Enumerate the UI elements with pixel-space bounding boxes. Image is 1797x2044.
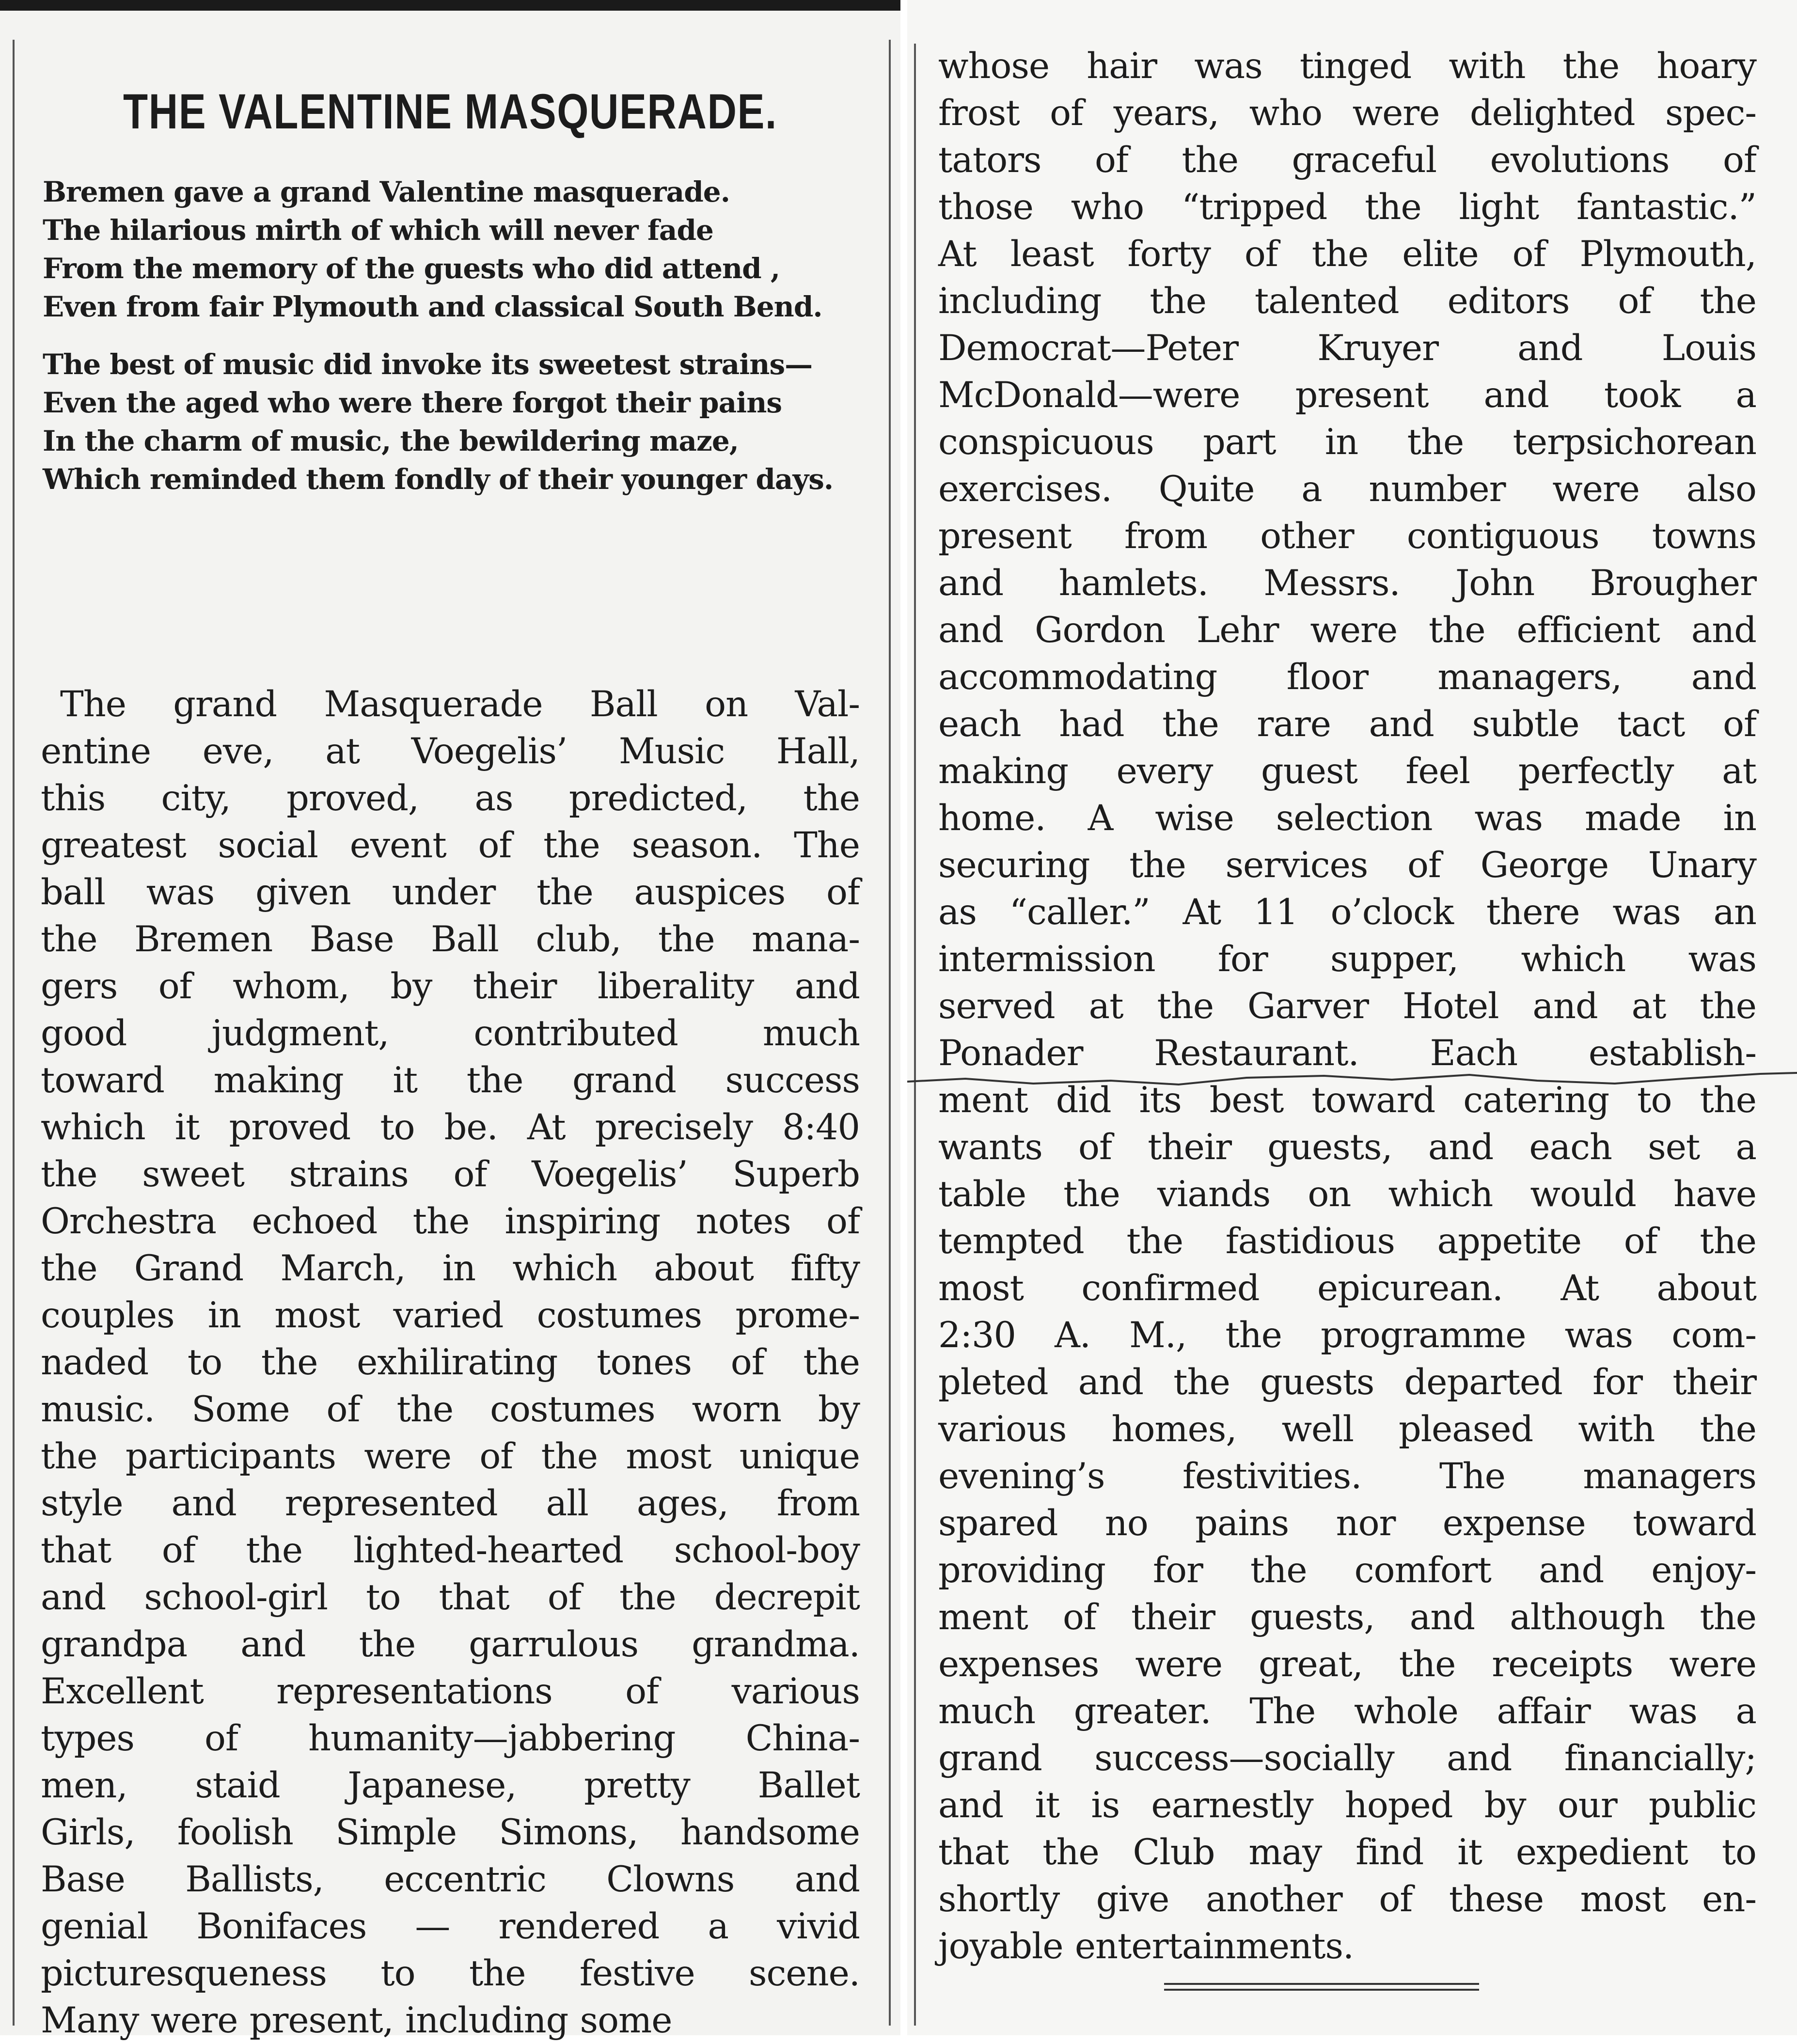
body-line: table the viands on which would have (938, 1174, 1756, 1215)
body-line: making every guest feel perfectly at (938, 751, 1756, 792)
body-line: tators of the graceful evolutions of (938, 140, 1756, 181)
body-line: including the talented editors of the (938, 281, 1756, 322)
poem-line: From the memory of the guests who did attend , (43, 252, 780, 285)
body-line: grand success—socially and financially; (938, 1738, 1756, 1779)
right-column (907, 0, 1797, 2035)
body-line: the Grand March, in which about fifty (41, 1248, 860, 1289)
right-border-rule (914, 44, 916, 2026)
poem-line: In the charm of music, the bewildering maze, (43, 425, 739, 457)
article-headline: THE VALENTINE MASQUERADE. (123, 84, 777, 139)
body-line: most confirmed epicurean. At about (938, 1268, 1756, 1309)
body-line: entine eve, at Voegelis’ Music Hall, (41, 731, 860, 772)
body-line: served at the Garver Hotel and at the (938, 986, 1756, 1027)
left-border-rule (13, 40, 15, 2026)
body-line: spared no pains nor expense toward (938, 1503, 1756, 1544)
body-line: and Gordon Lehr were the efficient and (938, 610, 1756, 651)
body-line: greatest social event of the season. The (41, 825, 860, 866)
body-line: style and represented all ages, from (41, 1483, 860, 1524)
body-line: tempted the fastidious appetite of the (938, 1221, 1756, 1262)
body-line: music. Some of the costumes worn by (41, 1389, 860, 1430)
body-line: that of the lighted-hearted school-boy (41, 1530, 860, 1571)
body-line: Base Ballists, eccentric Clowns and (41, 1859, 860, 1900)
paper-tear-line (907, 1069, 1797, 1090)
column-divider-rule (889, 40, 891, 2026)
body-line: various homes, well pleased with the (938, 1409, 1756, 1450)
body-line: and hamlets. Messrs. John Brougher (938, 563, 1756, 604)
body-line: home. A wise selection was made in (938, 798, 1756, 839)
body-line: the Bremen Base Ball club, the mana- (41, 919, 860, 960)
body-line: grandpa and the garrulous grandma. (41, 1624, 860, 1665)
body-line: expenses were great, the receipts were (938, 1644, 1756, 1685)
body-line: as “caller.” At 11 o’clock there was an (938, 892, 1756, 933)
body-line: the sweet strains of Voegelis’ Superb (41, 1154, 860, 1195)
body-line: Democrat—Peter Kruyer and Louis (938, 328, 1756, 369)
body-line: picturesqueness to the festive scene. (41, 1953, 860, 1994)
body-line: ment of their guests, and although the (938, 1597, 1756, 1638)
right-body-text (938, 43, 1756, 1970)
body-line: gers of whom, by their liberality and (41, 966, 860, 1007)
body-line: those who “tripped the light fantastic.” (938, 187, 1756, 228)
body-line: and school-girl to that of the decrepit (41, 1577, 860, 1618)
body-line: Excellent representations of various (41, 1671, 860, 1712)
poem-line: The best of music did invoke its sweetest strains— (43, 348, 813, 381)
body-line: Ponader Restaurant. Each establish- (938, 1033, 1756, 1074)
poem-line: Even from fair Plymouth and classical South Bend. (43, 290, 822, 323)
body-line: which it proved to be. At precisely 8:40 (41, 1107, 860, 1148)
body-line: pleted and the guests departed for their (938, 1362, 1756, 1403)
body-line: accommodating floor managers, and (938, 657, 1756, 698)
body-line: securing the services of George Unary (938, 845, 1756, 886)
body-line: naded to the exhilirating tones of the (41, 1342, 860, 1383)
body-line: shortly give another of these most en- (938, 1879, 1756, 1920)
body-line: joyable entertainments. (938, 1926, 1354, 1967)
poem-line: The hilarious mirth of which will never fade (43, 214, 713, 247)
body-line: evening’s festivities. The managers (938, 1456, 1756, 1497)
body-line: Many were present, including some (41, 2000, 672, 2041)
body-line: couples in most varied costumes prome- (41, 1295, 860, 1336)
body-line: ment did its best toward catering to the (938, 1080, 1756, 1121)
left-body-text (41, 681, 860, 2044)
body-line: each had the rare and subtle tact of (938, 704, 1756, 745)
body-line: genial Bonifaces — rendered a vivid (41, 1906, 860, 1947)
body-line: frost of years, who were delighted spec- (938, 93, 1756, 134)
end-rule-top (1164, 1983, 1479, 1985)
body-line: the participants were of the most unique (41, 1436, 860, 1477)
body-line: 2:30 A. M., the programme was com- (938, 1315, 1756, 1356)
body-line: men, staid Japanese, pretty Ballet (41, 1765, 860, 1806)
body-line: Orchestra echoed the inspiring notes of (41, 1201, 860, 1242)
body-line: intermission for supper, which was (938, 939, 1756, 980)
body-line: much greater. The whole affair was a (938, 1691, 1756, 1732)
body-line: good judgment, contributed much (41, 1013, 860, 1054)
body-line: this city, proved, as predicted, the (41, 778, 860, 819)
body-line: conspicuous part in the terpsichorean (938, 422, 1756, 463)
body-line: McDonald—were present and took a (938, 375, 1756, 416)
body-line: exercises. Quite a number were also (938, 469, 1756, 510)
body-line: and it is earnestly hoped by our public (938, 1785, 1756, 1826)
body-line: whose hair was tinged with the hoary (938, 46, 1756, 87)
body-line: providing for the comfort and enjoy- (938, 1550, 1756, 1591)
body-line: The grand Masquerade Ball on Val- (60, 684, 860, 725)
poem (43, 173, 867, 499)
body-line: present from other contiguous towns (938, 516, 1756, 557)
body-line: Girls, foolish Simple Simons, handsome (41, 1812, 860, 1853)
body-line: types of humanity—jabbering China- (41, 1718, 860, 1759)
poem-line: Bremen gave a grand Valentine masquerade. (43, 175, 730, 208)
body-line: wants of their guests, and each set a (938, 1127, 1756, 1168)
poem-line: Which reminded them fondly of their younger days. (43, 463, 834, 496)
body-line: that the Club may find it expedient to (938, 1832, 1756, 1873)
body-line: At least forty of the elite of Plymouth, (938, 234, 1756, 275)
body-line: toward making it the grand success (41, 1060, 860, 1101)
poem-line: Even the aged who were there forgot their pains (43, 386, 782, 419)
end-rule-bottom (1164, 1989, 1479, 1991)
body-line: ball was given under the auspices of (41, 872, 860, 913)
